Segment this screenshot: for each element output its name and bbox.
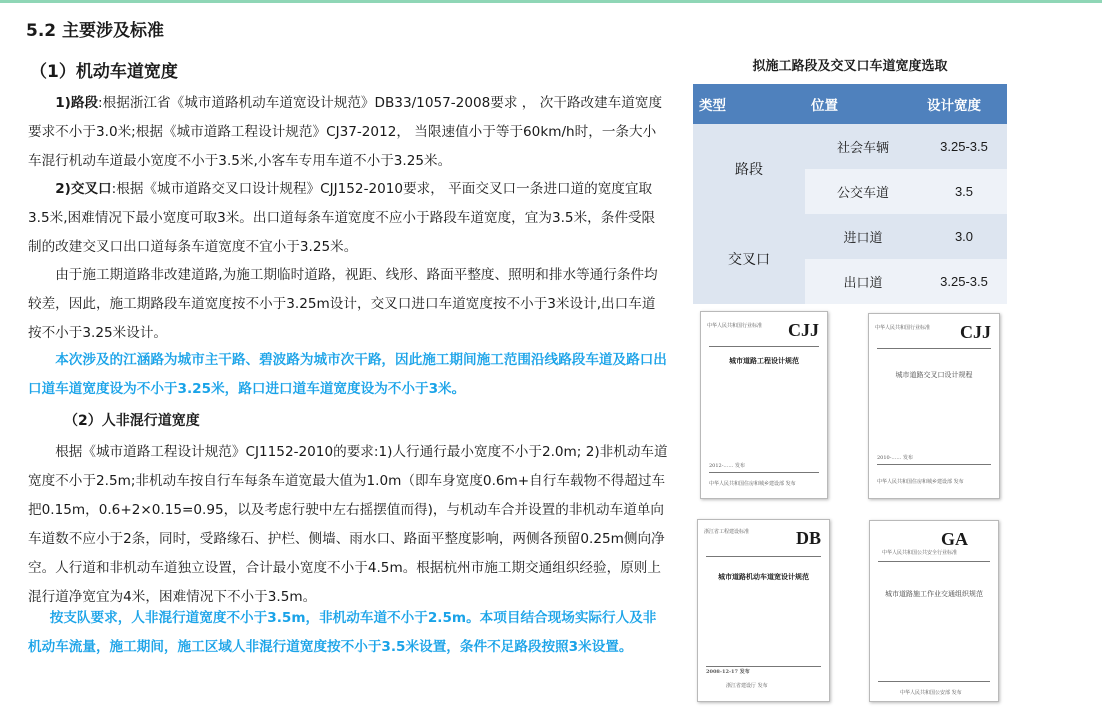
table-header-width: 设计宽度 — [921, 84, 1007, 124]
table-header-position: 位置 — [805, 84, 921, 124]
table-header-type: 类型 — [693, 84, 805, 124]
table-cell-type: 路段 — [693, 124, 805, 214]
lane-width-table — [693, 84, 1007, 304]
cover-rule — [709, 346, 819, 347]
cover-org: 中华人民共和国公共安全行业标准 — [882, 550, 958, 556]
cover-rule — [877, 464, 991, 465]
table-cell-width: 3.25-3.5 — [921, 124, 1007, 169]
subsection-title-mixed-lane: （2）人非混行道宽度 — [64, 413, 200, 429]
paragraph-road-segment — [28, 89, 668, 176]
table-cell-position: 进口道 — [805, 214, 921, 259]
cover-date: 2008-12-17 发布 — [706, 669, 750, 675]
cover-rule — [878, 561, 990, 562]
standard-cover-cjj37 — [700, 311, 828, 499]
cover-title: 城市道路机动车道宽设计规范 — [718, 572, 809, 581]
cover-publisher: 浙江省建设厅 发布 — [726, 683, 768, 689]
cover-publisher: 中华人民共和国住房和城乡建设部 发布 — [709, 481, 796, 487]
cover-code: CJJ — [960, 322, 991, 342]
table-cell-type: 交叉口 — [693, 214, 805, 304]
cover-rule — [877, 348, 991, 349]
section-title: 5.2 主要涉及标准 — [26, 21, 165, 41]
table-cell-position: 出口道 — [805, 259, 921, 304]
cover-rule — [878, 681, 990, 682]
cover-publisher: 中华人民共和国住房和城乡建设部 发布 — [877, 479, 964, 485]
standard-cover-db33 — [697, 519, 830, 702]
cover-code: DB — [795, 528, 821, 548]
cover-publisher: 中华人民共和国公安部 发布 — [900, 690, 962, 696]
table-header-row — [693, 84, 1007, 124]
table-cell-width: 3.25-3.5 — [921, 259, 1007, 304]
cover-org: 中华人民共和国行业标准 — [707, 323, 763, 329]
cover-rule — [709, 472, 819, 473]
paragraph-body: :根据浙江省《城市道路机动车道宽设计规范》DB33/1057-2008要求 ， 次干路改建车道宽度要求不小于3.0米;根据《城市道路工程设计规范》CJ37-2012， 当限速值小于等于60km/h时，一条大小车混行机动车道最小宽度不小于3.5米,小客车专用车道不小于3.25米。 — [28, 95, 663, 169]
cover-title: 城市道路工程设计规范 — [729, 356, 799, 365]
standard-cover-cjj152 — [868, 313, 1000, 499]
paragraph-body: :根据《城市道路交叉口设计规程》CJJ152-2010要求， 平面交叉口一条进口道的宽度宜取3.5米,困难情况下最小宽度可取3米。出口道每条车道宽度不应小于路段车道宽度，宜为3.5米，条件受限制的改建交叉口出口道每条车道宽度不宜小于3.25米。 — [28, 181, 656, 255]
table-cell-width: 3.5 — [921, 169, 1007, 214]
cover-code: GA — [941, 529, 968, 549]
cover-date: 2010-…… 发布 — [877, 455, 914, 461]
paragraph-construction-period: 由于施工期道路非改建道路,为施工期临时道路，视距、线形、路面平整度、照明和排水等通行条件均较差，因此，施工期路段车道宽度按不小于3.25m设计，交叉口进口车道宽度按不小于3米设计,出口车道按不小于3.25米设计。 — [28, 267, 658, 341]
table-cell-position: 社会车辆 — [805, 124, 921, 169]
cover-title: 城市道路交叉口设计规程 — [895, 371, 973, 379]
cover-rule — [706, 666, 821, 667]
cover-org: 浙江省工程建设标准 — [704, 529, 750, 535]
paragraph-non-motor: 根据《城市道路工程设计规范》CJ1152-2010的要求:1)人行通行最小宽度不小于2.0m; 2)非机动车道宽度不小于2.5m;非机动车按自行车每条车道宽最大值为1.0m（即车身宽度0.6m+自行车载物不得超过车把0.15m，0.6+2×0.15=0.95，以及考虑行驶中左右摇摆值而得)，与机动车合并设置的非机动车道单向车道数不应小于2条，同时，受路缘石、护栏、侧墙、雨水口、路面平整度影响，两侧各预留0.25m侧向净空。人行道和非机动车道独立设置，合计最小宽度不小于4.5m。根据杭州市施工期交通组织经验，原则上混行道净宽宜为4米，困难情况下不小于3.5m。 — [28, 444, 668, 605]
cover-date: 2012-…… 发布 — [709, 463, 746, 469]
table-row — [693, 124, 1007, 169]
standard-cover-ga — [869, 520, 999, 702]
subsection-title-motor-lane: （1）机动车道宽度 — [30, 62, 178, 82]
table-row — [693, 214, 1007, 259]
cover-code: CJJ — [788, 320, 819, 340]
paragraph-lead: 1)路段 — [55, 95, 99, 111]
highlight-conclusion-lanes: 本次涉及的江涵路为城市主干路、碧波路为城市次干路，因此施工期间施工范围沿线路段车道及路口出口道车道宽度设为不小于3.25米，路口进口道车道宽度设为不小于3米。 — [28, 352, 667, 397]
cover-org: 中华人民共和国行业标准 — [875, 325, 931, 331]
top-rule — [0, 0, 1102, 3]
table-caption: 拟施工路段及交叉口车道宽度选取 — [752, 59, 948, 74]
paragraph-lead: 2)交叉口 — [55, 181, 112, 197]
paragraph-intersection — [28, 175, 668, 262]
table-cell-position: 公交车道 — [805, 169, 921, 214]
table-cell-width: 3.0 — [921, 214, 1007, 259]
cover-title: 城市道路施工作业交通组织规范 — [885, 590, 983, 598]
highlight-conclusion-mixed: 按支队要求，人非混行道宽度不小于3.5m，非机动车道不小于2.5m。本项目结合现场实际行人及非机动车流量，施工期间，施工区域人非混行道宽度按不小于3.5米设置，条件不足路段按照3米设置。 — [28, 610, 657, 655]
cover-rule — [706, 556, 821, 557]
